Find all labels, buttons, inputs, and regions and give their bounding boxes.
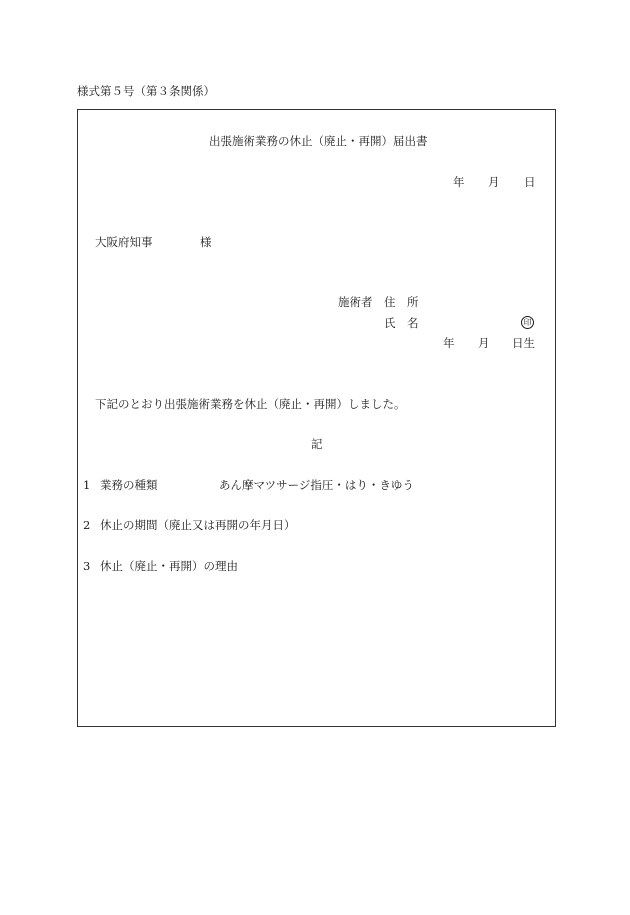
birth-month: 月	[478, 336, 490, 350]
item-label-1: 業務の種類	[100, 478, 158, 492]
addressee-honorific: 様	[200, 235, 212, 249]
item-number-3: 3	[83, 559, 91, 573]
item-number-1: 1	[83, 478, 91, 492]
item-label-3: 休止（廃止・再開）の理由	[100, 559, 238, 573]
item-label-2: 休止の期間（廃止又は再開の年月日）	[100, 518, 296, 532]
statement: 下記のとおり出張施術業務を休止（廃止・再開）しました。	[95, 397, 406, 411]
birth-day: 日生	[512, 336, 535, 350]
form-frame	[77, 109, 556, 727]
date-year: 年	[453, 175, 465, 189]
form-title: 出張施術業務の休止（廃止・再開）届出書	[209, 134, 428, 148]
addressee-name: 大阪府知事	[95, 235, 153, 249]
applicant-name-label: 氏 名	[384, 316, 419, 330]
applicant-role-label: 施術者	[338, 295, 373, 309]
form-number: 様式第５号（第３条関係）	[77, 84, 215, 98]
item-value-1: あん摩マツサージ指圧・はり・きゆう	[219, 478, 414, 492]
ki-heading: 記	[311, 437, 323, 451]
applicant-address-label: 住 所	[384, 295, 419, 309]
birth-year: 年	[443, 336, 455, 350]
date-month: 月	[488, 175, 500, 189]
seal-mark: 印	[521, 316, 534, 329]
item-number-2: 2	[83, 518, 91, 532]
date-day: 日	[524, 175, 536, 189]
